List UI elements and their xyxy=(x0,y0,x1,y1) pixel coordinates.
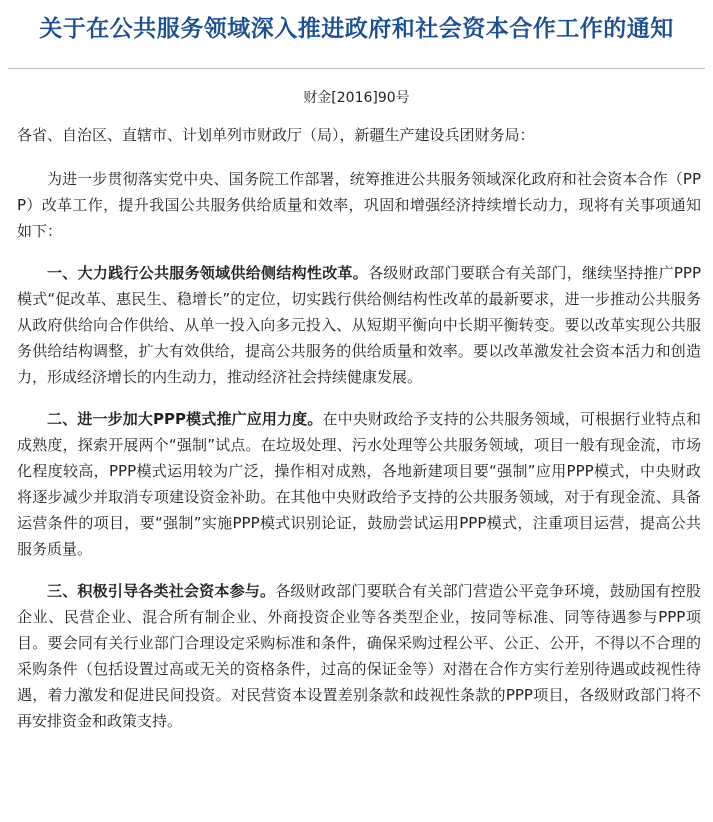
section-3-body: 各级财政部门要联合有关部门营造公平竞争环境，鼓励国有控股企业、民营企业、混合所有制企业、外商投资企业等各类型企业，按同等标准、同等待遇参与PPP项目。要会同有关行业部门合理设定采购标准和条件，确保采购过程公平、公正、公开，不得以不合理的采购条件（包括设置过高或无关的资格条件，过高的保证金等）对潜在合作方实行差别待遇或歧视性待遇，着力激发和促进民间投资。对民营资本设置差别条款和歧视性条款的PPP项目，各级财政部门将不再安排资金和政策支持。 xyxy=(17,582,701,730)
page-title: 关于在公共服务领域深入推进政府和社会资本合作工作的通知 xyxy=(39,15,674,42)
section-2 xyxy=(17,406,701,562)
section-1 xyxy=(17,260,701,390)
intro-paragraph: 为进一步贯彻落实党中央、国务院工作部署，统筹推进公共服务领域深化政府和社会资本合作（PPP）改革工作，提升我国公共服务供给质量和效率，巩固和增强经济持续增长动力，现将有关事项通知如下： xyxy=(17,170,701,240)
section-2-body: 在中央财政给予支持的公共服务领域，可根据行业特点和成熟度，探索开展两个“强制”试点。在垃圾处理、污水处理等公共服务领域，项目一般有现金流，市场化程度较高，PPP模式运用较为广泛，操作相对成熟，各地新建项目要“强制”应用PPP模式，中央财政将逐步减少并取消专项建设资金补助。在其他中央财政给予支持的公共服务领域，对于有现金流、具备运营条件的项目，要“强制”实施PPP模式识别论证，鼓励尝试运用PPP模式，注重项目运营，提高公共服务质量。 xyxy=(17,410,701,558)
title-divider xyxy=(8,68,705,69)
notice-body xyxy=(17,122,701,750)
section-1-body: 各级财政部门要联合有关部门，继续坚持推广PPP模式“促改革、惠民生、稳增长”的定位，切实践行供给侧结构性改革的最新要求，进一步推动公共服务从政府供给向合作供给、从单一投入向多元投入、从短期平衡向中长期平衡转变。要以改革实现公共服务供给结构调整，扩大有效供给，提高公共服务的供给质量和效率。要以改革激发社会资本活力和创造力，形成经济增长的内生动力，推动经济社会持续健康发展。 xyxy=(17,264,701,386)
document-number: 财金[2016]90号 xyxy=(303,90,410,106)
section-3 xyxy=(17,578,701,734)
section-3-heading: 三、积极引导各类社会资本参与。 xyxy=(47,582,276,600)
section-1-heading: 一、大力践行公共服务领域供给侧结构性改革。 xyxy=(47,264,369,282)
section-2-heading: 二、进一步加大PPP模式推广应用力度。 xyxy=(47,410,323,428)
addressee-line: 各省、自治区、直辖市、计划单列市财政厅（局），新疆生产建设兵团财务局： xyxy=(17,126,535,144)
